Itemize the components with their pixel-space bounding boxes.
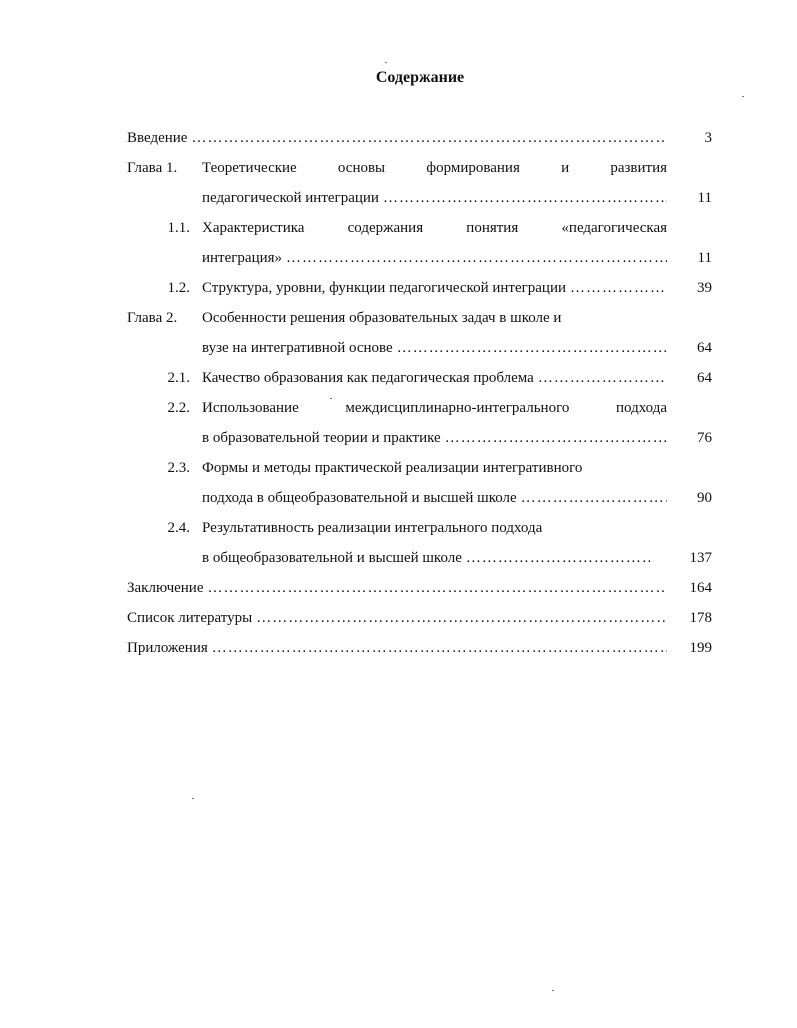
toc-leader bbox=[538, 367, 667, 389]
toc-s12-line1[interactable] bbox=[202, 277, 667, 299]
scan-speck bbox=[385, 62, 387, 63]
toc-conclusion-page: 164 bbox=[689, 580, 712, 596]
toc-s22-number: 2.2. bbox=[167, 400, 190, 416]
toc-s12-line1-text: Структура, уровни, функции педагогической интеграции bbox=[202, 280, 567, 296]
toc-leader bbox=[521, 487, 667, 509]
toc-appendix[interactable] bbox=[127, 637, 667, 659]
toc-s21-page: 64 bbox=[697, 370, 712, 386]
toc-references-label: Список литературы bbox=[127, 610, 253, 626]
toc-intro-label: Введение bbox=[127, 130, 188, 146]
toc-leader bbox=[286, 247, 667, 269]
toc-s11-page: 11 bbox=[697, 250, 712, 266]
toc-ch1-page: 11 bbox=[697, 190, 712, 206]
toc-ch2-line1[interactable]: Особенности решения образовательных задач в школе и bbox=[202, 310, 562, 326]
toc-s21-line1-text: Качество образования как педагогическая проблема bbox=[202, 370, 534, 386]
toc-leader bbox=[383, 187, 667, 209]
toc-ch1-line2[interactable] bbox=[202, 187, 667, 209]
toc-appendix-label: Приложения bbox=[127, 640, 208, 656]
toc-s24-number: 2.4. bbox=[167, 520, 190, 536]
toc-intro-page: 3 bbox=[704, 130, 712, 146]
toc-ch2-number: Глава 2. bbox=[127, 310, 178, 326]
toc-references[interactable] bbox=[127, 607, 667, 629]
toc-leader bbox=[208, 577, 668, 599]
toc-leader bbox=[212, 637, 667, 659]
toc-leader bbox=[191, 127, 667, 149]
toc-s24-line2[interactable] bbox=[202, 547, 650, 569]
scan-speck bbox=[742, 96, 744, 97]
toc-leader bbox=[256, 607, 667, 629]
toc-s23-line2[interactable] bbox=[202, 487, 667, 509]
toc-conclusion[interactable] bbox=[127, 577, 667, 599]
toc-s22-line2-text: в образовательной теории и практике bbox=[202, 430, 441, 446]
toc-s11-number: 1.1. bbox=[167, 220, 190, 236]
toc-leader bbox=[397, 337, 667, 359]
toc-s22-line2[interactable] bbox=[202, 427, 667, 449]
toc-ch2-line2-text: вузе на интегративной основе bbox=[202, 340, 393, 356]
toc-s24-page: 137 bbox=[689, 550, 712, 566]
toc-s22-page: 76 bbox=[697, 430, 712, 446]
toc-s23-line1[interactable]: Формы и методы практической реализации интегративного bbox=[202, 460, 583, 476]
toc-intro[interactable] bbox=[127, 127, 667, 149]
toc-ch1-line1[interactable]: Теоретические основы формирования и развития bbox=[202, 160, 667, 176]
toc-leader bbox=[445, 427, 667, 449]
toc-ch1-line2-text: педагогической интеграции bbox=[202, 190, 379, 206]
toc-s12-page: 39 bbox=[697, 280, 712, 296]
page-title: Содержание bbox=[375, 69, 465, 86]
scan-speck bbox=[552, 990, 554, 991]
toc-ch1-number: Глава 1. bbox=[127, 160, 178, 176]
toc-s21-line1[interactable] bbox=[202, 367, 667, 389]
toc-leader bbox=[570, 277, 667, 299]
toc-conclusion-label: Заключение bbox=[127, 580, 204, 596]
toc-s24-line1[interactable]: Результативность реализации интегрального подхода bbox=[202, 520, 543, 536]
toc-leader bbox=[466, 547, 650, 569]
toc-s23-number: 2.3. bbox=[167, 460, 190, 476]
scan-speck bbox=[330, 398, 332, 399]
toc-s23-line2-text: подхода в общеобразовательной и высшей школе bbox=[202, 490, 517, 506]
toc-s11-line2-text: интеграция» bbox=[202, 250, 283, 266]
toc-s11-line2[interactable] bbox=[202, 247, 667, 269]
toc-s24-line2-text: в общеобразовательной и высшей школе bbox=[202, 550, 462, 566]
scan-speck bbox=[192, 798, 194, 799]
toc-s22-line1[interactable]: Использование междисциплинарно-интегрального подхода bbox=[202, 400, 667, 416]
toc-references-page: 178 bbox=[689, 610, 712, 626]
toc-s11-line1[interactable]: Характеристика содержания понятия «педагогическая bbox=[202, 220, 667, 236]
toc-s21-number: 2.1. bbox=[167, 370, 190, 386]
toc-s23-page: 90 bbox=[697, 490, 712, 506]
toc-ch2-line2[interactable] bbox=[202, 337, 667, 359]
toc-appendix-page: 199 bbox=[689, 640, 712, 656]
toc-s12-number: 1.2. bbox=[167, 280, 190, 296]
toc-ch2-page: 64 bbox=[697, 340, 712, 356]
